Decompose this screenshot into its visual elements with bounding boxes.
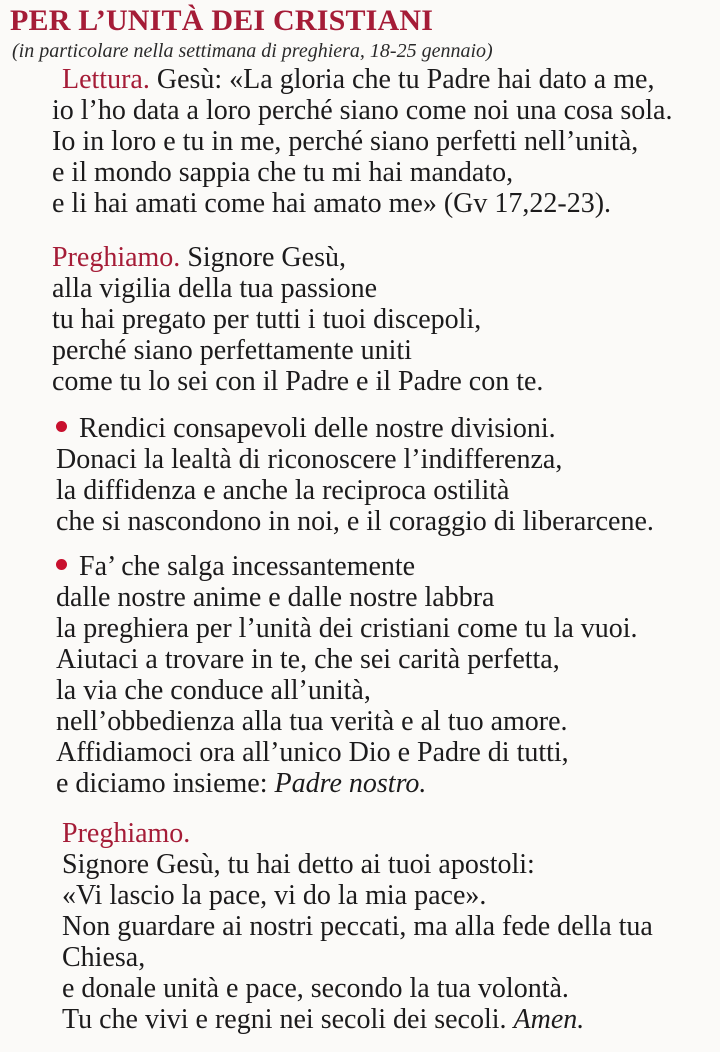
lettura-line: io l’ho data a loro perché siano come noi una cosa sola. xyxy=(52,95,673,126)
padre-nostro-text: Padre nostro. xyxy=(274,768,427,799)
preghiamo-first-line-text: Signore Gesù, xyxy=(180,242,346,273)
intercession-2 xyxy=(56,551,638,799)
intercession-line: Affidiamoci ora all’unico Dio e Padre di tutti, xyxy=(56,737,569,768)
preghiamo-first-line xyxy=(52,242,543,273)
intercession-first-line-text: Fa’ che salga incessantemente xyxy=(79,551,416,582)
preghiamo-line: Signore Gesù, tu hai detto ai tuoi apostoli: xyxy=(62,849,535,880)
lettura-label: Lettura. xyxy=(62,64,150,95)
intercession-1 xyxy=(56,413,654,537)
preghiamo-label: Preghiamo. xyxy=(62,818,191,849)
intercession-line: la via che conduce all’unità, xyxy=(56,675,371,706)
intercession-last-line xyxy=(56,768,638,799)
intercession-line: Donaci la lealtà di riconoscere l’indifferenza, xyxy=(56,444,563,475)
intercession-first-line xyxy=(56,551,638,582)
intercession-first-line-text: Rendici consapevoli delle nostre divisioni. xyxy=(79,413,556,444)
intercession-line: che si nascondono in noi, e il coraggio di liberarcene. xyxy=(56,506,654,537)
intercession-last-line-text: e diciamo insieme: xyxy=(56,768,275,799)
red-dot-bullet-icon xyxy=(56,559,67,570)
intercession-first-line xyxy=(56,413,654,444)
red-dot-bullet-icon xyxy=(56,421,67,432)
preghiamo-line: Chiesa, xyxy=(62,942,146,973)
intercession-line: Aiutaci a trovare in te, che sei carità perfetta, xyxy=(56,644,560,675)
preghiamo-label: Preghiamo. xyxy=(52,242,181,273)
lettura-section xyxy=(52,64,672,219)
preghiamo-line: tu hai pregato per tutti i tuoi discepoli, xyxy=(52,304,482,335)
intercession-line: dalle nostre anime e dalle nostre labbra xyxy=(56,582,495,613)
preghiamo-last-line-text: Tu che vivi e regni nei secoli dei secoli. xyxy=(62,1004,514,1035)
preghiamo-line: perché siano perfettamente uniti xyxy=(52,335,412,366)
lettura-line: Io in loro e tu in me, perché siano perfetti nell’unità, xyxy=(52,126,639,157)
preghiamo-line: «Vi lascio la pace, vi do la mia pace». xyxy=(62,880,487,911)
intercession-line: nell’obbedienza alla tua verità e al tuo amore. xyxy=(56,706,568,737)
page-title: PER L’UNITÀ DEI CRISTIANI xyxy=(10,4,434,37)
lettura-first-line xyxy=(62,64,672,95)
preghiamo-last-line xyxy=(62,1004,653,1035)
preghiamo-line: come tu lo sei con il Padre e il Padre con te. xyxy=(52,366,544,397)
preghiamo-section-1 xyxy=(52,242,543,397)
lettura-line: e li hai amati come hai amato me» (Gv 17,22-23). xyxy=(52,188,612,219)
preghiamo-line: e donale unità e pace, secondo la tua volontà. xyxy=(62,973,569,1004)
lettura-first-line-text: Gesù: «La gloria che tu Padre hai dato a me, xyxy=(149,64,655,95)
preghiamo-line: Non guardare ai nostri peccati, ma alla fede della tua xyxy=(62,911,653,942)
intercession-line: la diffidenza e anche la reciproca ostilità xyxy=(56,475,510,506)
preghiamo-line: alla vigilia della tua passione xyxy=(52,273,378,304)
amen-text: Amen. xyxy=(513,1004,585,1035)
page-subtitle: (in particolare nella settimana di preghiera, 18-25 gennaio) xyxy=(12,40,493,62)
lettura-line: e il mondo sappia che tu mi hai mandato, xyxy=(52,157,514,188)
preghiamo-section-2 xyxy=(62,818,653,1035)
intercession-line: la preghiera per l’unità dei cristiani come tu la vuoi. xyxy=(56,613,638,644)
